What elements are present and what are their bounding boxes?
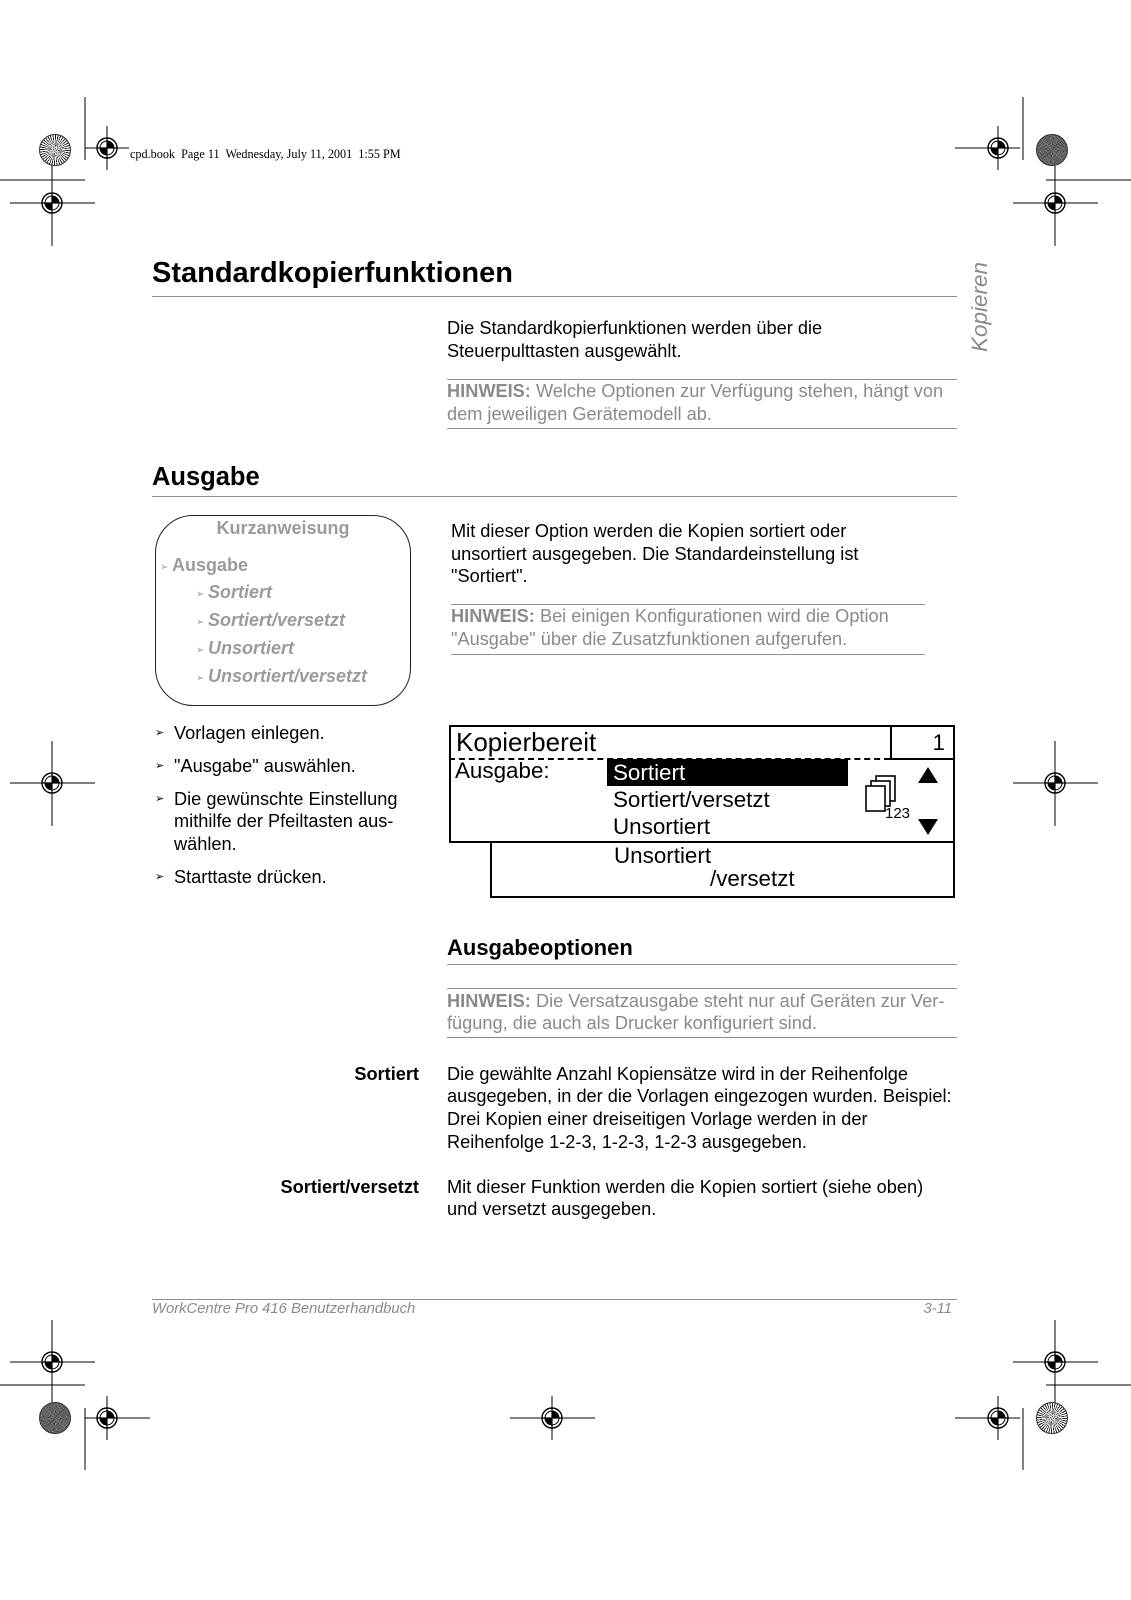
- footer-page-number: 3-11: [923, 1301, 952, 1317]
- note-1: [447, 380, 943, 425]
- lcd-option-continuation: /versetzt: [710, 865, 795, 891]
- steps-list: [155, 722, 425, 899]
- note-text: Welche Optionen zur Verfügung stehen, hängt von dem jeweiligen Gerätemodell ab.: [447, 381, 944, 424]
- step-item: [155, 866, 425, 889]
- note-label: HINWEIS:: [447, 381, 531, 401]
- lcd-option[interactable]: Unsortiert: [614, 842, 712, 868]
- lcd-field-label: Ausgabe:: [455, 757, 550, 783]
- step-text: Vorlagen einlegen.: [174, 722, 325, 743]
- quick-reference-option-label: Sortiert/versetzt: [208, 610, 346, 630]
- registration-mark: [97, 1408, 117, 1428]
- arrow-bullet-icon: [196, 612, 208, 634]
- intro-paragraph: Die Standardkopierfunktionen werden über die Steuerpulttasten ausgewählt.: [447, 318, 823, 361]
- quick-reference-option: [196, 637, 294, 662]
- arrow-bullet-icon: [160, 557, 172, 579]
- arrow-bullet-icon: [155, 866, 174, 889]
- option-description: Die gewählte Anzahl Kopiensätze wird in der Reihenfolge ausgegeben, in der die Vorlagen eingezogen wurden. Beispiel: Drei Kopien einer dreiseitigen Vorlage werden in der Reihenfolge 1-2-3, 1-2-3, 1-2-3 ausgegeben.: [447, 1063, 952, 1152]
- sub-heading-output-options: Ausgabeoptionen: [447, 935, 633, 960]
- registration-mark: [988, 1408, 1008, 1428]
- starburst-mark: [39, 1402, 71, 1434]
- starburst-mark: [1036, 134, 1068, 166]
- arrow-bullet-icon: [196, 640, 208, 662]
- starburst-mark: [39, 134, 71, 166]
- arrow-bullet-icon: [155, 755, 174, 778]
- lcd-option-selected[interactable]: Sortiert: [607, 759, 848, 786]
- quick-reference-option: [196, 609, 345, 634]
- note-text: Die Versatzausgabe steht nur auf Geräten zur Ver- fügung, die auch als Drucker konfiguriert sind.: [447, 990, 945, 1034]
- print-header: cpd.book Page 11 Wednesday, July 11, 2001 1:55 PM: [130, 147, 401, 161]
- note-rule-bottom: [447, 428, 957, 429]
- copy-count: 1: [890, 725, 955, 760]
- registration-mark: [542, 1408, 562, 1428]
- registration-mark: [42, 1352, 62, 1372]
- lcd-option[interactable]: Unsortiert: [613, 813, 711, 839]
- quick-reference-option: [196, 581, 272, 606]
- step-text: Starttaste drücken.: [174, 867, 327, 887]
- registration-mark: [1045, 1352, 1065, 1372]
- footer-manual-title: WorkCentre Pro 416 Benutzerhandbuch: [152, 1301, 416, 1317]
- step-item: [155, 722, 425, 745]
- sub-heading-rule: [447, 964, 957, 965]
- option-term: Sortiert/versetzt: [280, 1176, 419, 1197]
- arrow-bullet-icon: [196, 668, 208, 690]
- lcd-status: Kopierbereit: [456, 727, 597, 757]
- note-rule-bottom: [451, 654, 925, 655]
- starburst-mark: [1036, 1402, 1068, 1434]
- quick-reference-option-label: Unsortiert/versetzt: [208, 666, 368, 686]
- section-rule: [152, 496, 957, 497]
- title-rule: [152, 296, 957, 297]
- side-tab-label: Kopieren: [967, 261, 992, 352]
- note-3: [447, 990, 944, 1035]
- collated-icon-label: 123: [885, 805, 911, 822]
- quick-reference-option-label: Sortiert: [208, 582, 273, 602]
- note-text: Bei einigen Konfigurationen wird die Option "Ausgabe" über die Zusatzfunktionen aufgerufen.: [451, 606, 889, 649]
- option-term: Sortiert: [354, 1063, 419, 1084]
- section-description: Mit dieser Option werden die Kopien sortiert oder unsortiert ausgegeben. Die Standardeinstellung ist "Sortiert".: [451, 521, 859, 587]
- registration-mark: [42, 193, 62, 213]
- arrow-up-icon[interactable]: [918, 767, 938, 783]
- registration-mark: [42, 773, 62, 793]
- quick-reference-option: [196, 665, 367, 690]
- page-title: Standardkopierfunktionen: [152, 257, 513, 289]
- note-label: HINWEIS:: [447, 990, 531, 1011]
- collated-pages-icon: [860, 774, 916, 822]
- step-item: [155, 788, 425, 856]
- arrow-down-icon[interactable]: [918, 819, 938, 835]
- section-heading-ausgabe: Ausgabe: [152, 463, 260, 491]
- registration-mark: [1045, 773, 1065, 793]
- registration-mark: [1045, 193, 1065, 213]
- step-text: Die gewünschte Einstellung mithilfe der Pfeiltasten aus- wählen.: [174, 788, 398, 854]
- step-text: "Ausgabe" auswählen.: [174, 755, 356, 776]
- note-rule-bottom: [447, 1037, 957, 1038]
- registration-mark: [97, 138, 117, 158]
- step-item: [155, 755, 425, 778]
- arrow-bullet-icon: [155, 722, 174, 745]
- lcd-option[interactable]: Sortiert/versetzt: [613, 786, 770, 812]
- note-2: [451, 605, 889, 650]
- quick-reference-title: Kurzanweisung: [216, 518, 350, 538]
- arrow-bullet-icon: [155, 788, 174, 856]
- quick-reference-menu: [160, 554, 248, 579]
- quick-reference-menu-label: Ausgabe: [172, 555, 249, 575]
- arrow-bullet-icon: [196, 584, 208, 606]
- note-label: HINWEIS:: [451, 606, 535, 626]
- option-description: Mit dieser Funktion werden die Kopien sortiert (siehe oben) und versetzt ausgegeben.: [447, 1176, 924, 1220]
- registration-mark: [988, 138, 1008, 158]
- quick-reference-option-label: Unsortiert: [208, 638, 295, 658]
